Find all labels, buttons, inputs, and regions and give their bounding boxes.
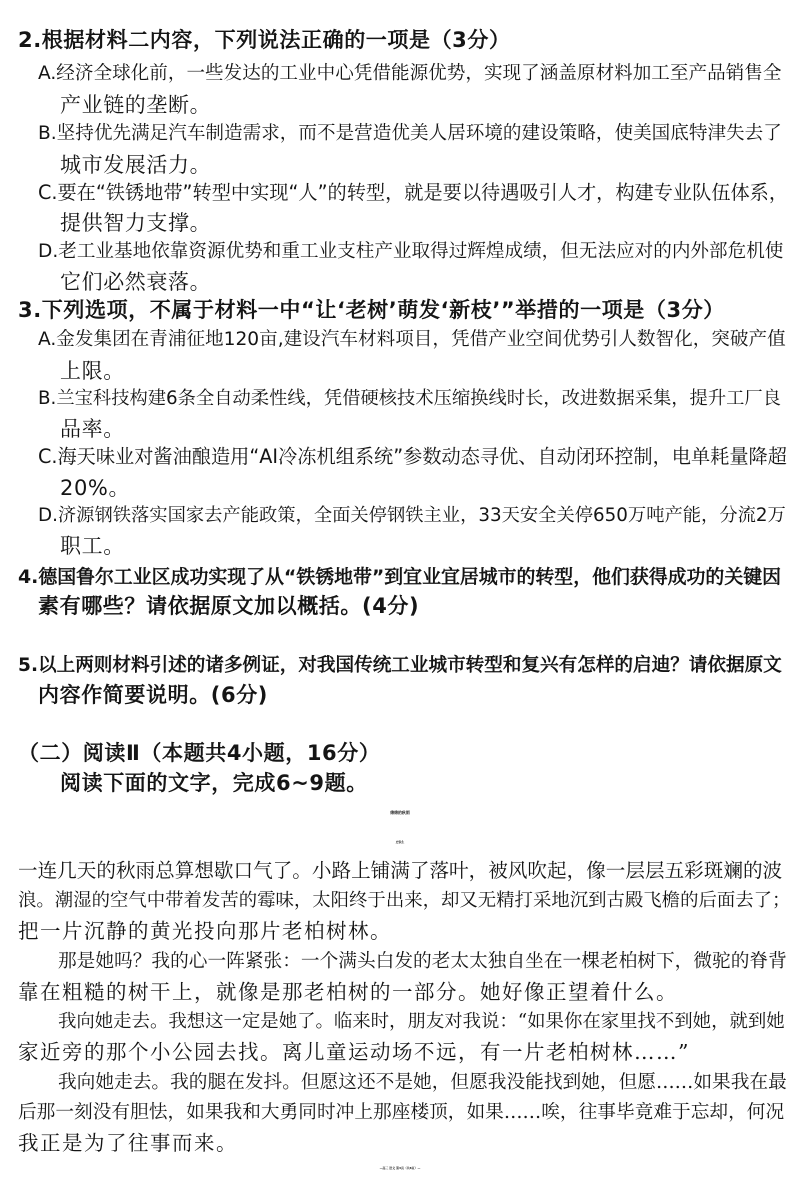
page-footer: —高三 语文 第3页（共8页）— bbox=[379, 1166, 421, 1170]
q5-line-1: 5.以上两则材料引述的诸多例证，对我国传统工业城市转型和复兴有怎样的启迪？请依据原文 bbox=[18, 655, 782, 676]
passage-line: 把一片沉静的黄光投向那片老柏树林。 bbox=[18, 919, 392, 943]
passage-line: 那是她吗？我的心一阵紧张：一个满头白发的老太太独自坐在一棵老柏树下，微驼的脊背 bbox=[58, 951, 787, 972]
section-heading: （二）阅读Ⅱ（本题共4小题，16分） bbox=[18, 741, 381, 765]
q4-line-1: 4.德国鲁尔工业区成功实现了从“铁锈地带”到宜业宜居城市的转型，他们获得成功的关键因 bbox=[18, 566, 781, 588]
q2-option-d-cont: 它们必然衰落。 bbox=[60, 270, 212, 294]
q2-option-a: A.经济全球化前，一些发达的工业中心凭借能源优势，实现了涵盖原材料加工至产品销售全 bbox=[38, 63, 782, 84]
q3-option-a: A.金发集团在青浦征地120亩,建设汽车材料项目，凭借产业空间优势引人数智化，突破产值 bbox=[38, 329, 786, 350]
q3-option-d: D.济源钢铁落实国家去产能政策，全面关停钢铁主业，33天安全关停650万吨产能，分流2万 bbox=[38, 505, 786, 526]
passage-line: 浪。潮湿的空气中带着发苦的霉味，太阳终于出来，却又无精打采地沉到古殿飞檐的后面去了； bbox=[18, 890, 791, 911]
q3-stem: 3.下列选项，不属于材料一中“让‘老树’萌发‘新枝’”举措的一项是（3分） bbox=[18, 298, 725, 322]
passage-title: 绵绵的秋雨 bbox=[390, 810, 410, 815]
q3-option-b: B.兰宝科技构建6条全自动柔性线，凭借硬核技术压缩换线时长，改进数据采集，提升工厂良 bbox=[38, 388, 781, 409]
passage-line: 一连几天的秋雨总算想歇口气了。小路上铺满了落叶，被风吹起，像一层层五彩斑斓的波 bbox=[18, 859, 783, 882]
section-instruction: 阅读下面的文字，完成6~9题。 bbox=[60, 771, 368, 795]
q2-option-d: D.老工业基地依靠资源优势和重工业支柱产业取得过辉煌成绩，但无法应对的内外部危机使 bbox=[38, 241, 784, 262]
q3-option-d-cont: 职工。 bbox=[60, 534, 125, 558]
q3-option-c-cont: 20%。 bbox=[60, 476, 131, 500]
q2-option-a-cont: 产业链的垄断。 bbox=[60, 93, 212, 117]
q4-line-2: 素有哪些？请依据原文加以概括。(4分) bbox=[38, 594, 420, 618]
q3-option-a-cont: 上限。 bbox=[60, 359, 125, 383]
q2-option-c: C.要在“铁锈地带”转型中实现“人”的转型，就是要以待遇吸引人才，构建专业队伍体系， bbox=[38, 181, 789, 204]
q2-option-b: B.坚持优先满足汽车制造需求，而不是营造优美人居环境的建设策略，使美国底特津失去了 bbox=[38, 123, 782, 144]
q3-option-b-cont: 品率。 bbox=[60, 417, 125, 441]
passage-line: 家近旁的那个小公园去找。离儿童运动场不远，有一片老柏树林……” bbox=[18, 1040, 690, 1064]
passage-line: 后那一刻没有胆怯，如果我和大勇同时冲上那座楼顶，如果……唉，往事毕竟难于忘却，何况 bbox=[18, 1102, 785, 1123]
passage-line: 靠在粗糙的树干上，就像是那老柏树的一部分。她好像正望着什么。 bbox=[18, 980, 678, 1004]
q2-option-b-cont: 城市发展活力。 bbox=[60, 153, 212, 177]
q2-option-c-cont: 提供智力支撑。 bbox=[60, 211, 212, 235]
q5-line-2: 内容作简要说明。(6分) bbox=[38, 683, 269, 707]
passage-line: 我向她走去。我想这一定是她了。临来时，朋友对我说：“如果你在家里找不到她，就到她 bbox=[58, 1011, 785, 1032]
passage-line: 我向她走去。我的腿在发抖。但愿这还不是她，但愿我没能找到她，但愿……如果我在最 bbox=[58, 1072, 787, 1093]
passage-author: 史铁生 bbox=[395, 840, 405, 844]
passage-line: 我正是为了往事而来。 bbox=[18, 1131, 238, 1155]
q2-stem: 2.根据材料二内容，下列说法正确的一项是（3分） bbox=[18, 28, 511, 52]
q3-option-c: C.海天味业对酱油酿造用“AI冷冻机组系统”参数动态寻优、自动闭环控制，电单耗量降超 bbox=[38, 445, 787, 468]
